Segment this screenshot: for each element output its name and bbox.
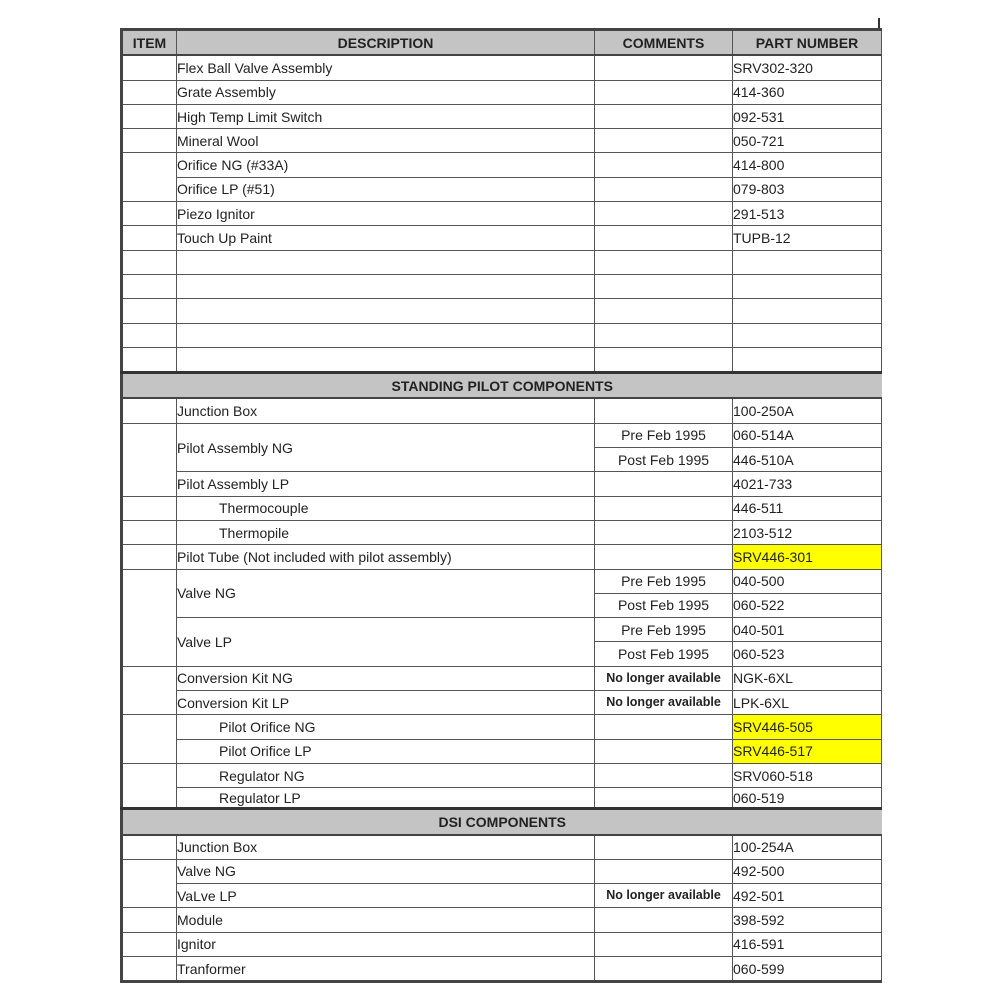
comments-cell: Post Feb 1995 [595, 642, 733, 666]
item-cell [122, 715, 177, 764]
item-cell [122, 274, 177, 298]
part-number-cell: 060-522 [733, 593, 882, 617]
part-number-cell: 414-360 [733, 80, 882, 104]
comments-cell [595, 545, 733, 569]
empty-row [122, 250, 882, 274]
comments-cell: Post Feb 1995 [595, 593, 733, 617]
empty-row [122, 347, 882, 372]
comments-cell: Pre Feb 1995 [595, 618, 733, 642]
item-cell [122, 496, 177, 520]
comments-cell [595, 299, 733, 323]
comments-cell [595, 788, 733, 809]
empty-row [122, 323, 882, 347]
table-row [122, 55, 882, 80]
table-row [122, 666, 882, 690]
comments-cell [595, 202, 733, 226]
comments-cell [595, 55, 733, 80]
table-row [122, 932, 882, 956]
item-cell [122, 104, 177, 128]
description-cell: Pilot Orifice NG [177, 715, 595, 739]
description-cell: Junction Box [177, 835, 595, 860]
table-row [122, 520, 882, 544]
description-cell: Grate Assembly [177, 80, 595, 104]
comments-cell [595, 80, 733, 104]
table-row [122, 956, 882, 981]
comments-cell [595, 908, 733, 932]
item-cell [122, 299, 177, 323]
comments-cell [595, 177, 733, 201]
item-cell [122, 666, 177, 715]
table-row [122, 177, 882, 201]
description-cell: Conversion Kit NG [177, 666, 595, 690]
comments-cell [595, 520, 733, 544]
part-number-cell: 2103-512 [733, 520, 882, 544]
description-cell: Touch Up Paint [177, 226, 595, 250]
part-number-cell: 100-250A [733, 398, 882, 423]
part-number-cell-highlighted: SRV446-505 [733, 715, 882, 739]
comments-cell [595, 763, 733, 787]
comments-cell [595, 153, 733, 177]
table-row [122, 472, 882, 496]
item-cell [122, 545, 177, 569]
description-cell: Pilot Tube (Not included with pilot assembly) [177, 545, 595, 569]
description-cell: Valve NG [177, 569, 595, 618]
part-number-cell: 060-514A [733, 423, 882, 447]
comments-cell [595, 859, 733, 883]
description-cell: VaLve LP [177, 884, 595, 908]
item-cell [122, 520, 177, 544]
description-cell: Orifice NG (#33A) [177, 153, 595, 177]
table-row [122, 763, 882, 787]
item-cell [122, 347, 177, 372]
table-row [122, 715, 882, 739]
description-cell: Module [177, 908, 595, 932]
part-number-cell: 492-501 [733, 884, 882, 908]
empty-row [122, 299, 882, 323]
description-cell: Junction Box [177, 398, 595, 423]
description-cell: Valve NG [177, 859, 595, 883]
header-item: ITEM [122, 30, 177, 56]
table-row [122, 80, 882, 104]
table-row [122, 104, 882, 128]
description-cell: Regulator NG [177, 763, 595, 787]
comments-cell [595, 323, 733, 347]
item-cell [122, 932, 177, 956]
part-number-cell: 100-254A [733, 835, 882, 860]
part-number-cell [733, 250, 882, 274]
item-cell [122, 202, 177, 226]
description-cell: Pilot Assembly NG [177, 423, 595, 472]
description-cell: Flex Ball Valve Assembly [177, 55, 595, 80]
part-number-cell: NGK-6XL [733, 666, 882, 690]
description-cell [177, 347, 595, 372]
table-row [122, 423, 882, 447]
part-number-cell: LPK-6XL [733, 691, 882, 715]
section-title: STANDING PILOT COMPONENTS [122, 373, 882, 399]
part-number-cell: 040-501 [733, 618, 882, 642]
description-cell: High Temp Limit Switch [177, 104, 595, 128]
part-number-cell: TUPB-12 [733, 226, 882, 250]
part-number-text: 060-519 [733, 790, 785, 807]
table-row [122, 129, 882, 153]
comments-cell: No longer available [595, 666, 733, 690]
item-cell [122, 835, 177, 860]
table-row [122, 739, 882, 763]
part-number-cell: 050-721 [733, 129, 882, 153]
comments-cell [595, 347, 733, 372]
table-row [122, 859, 882, 883]
comments-cell: No longer available [595, 691, 733, 715]
table-row [122, 226, 882, 250]
description-text: Regulator LP [219, 790, 301, 807]
part-number-cell: 092-531 [733, 104, 882, 128]
comments-cell: Pre Feb 1995 [595, 423, 733, 447]
part-number-cell: 492-500 [733, 859, 882, 883]
description-cell: Valve LP [177, 618, 595, 667]
part-number-cell: 414-800 [733, 153, 882, 177]
description-cell: Piezo Ignitor [177, 202, 595, 226]
table-row [122, 618, 882, 642]
table-row [122, 496, 882, 520]
description-cell: Mineral Wool [177, 129, 595, 153]
description-cell: Ignitor [177, 932, 595, 956]
header-description: DESCRIPTION [177, 30, 595, 56]
item-cell [122, 859, 177, 908]
item-cell [122, 423, 177, 496]
part-number-cell-highlighted: SRV446-517 [733, 739, 882, 763]
table-row [122, 908, 882, 932]
header-row [122, 30, 882, 56]
description-cell: Tranformer [177, 956, 595, 981]
part-number-cell: 060-599 [733, 956, 882, 981]
description-cell: Thermocouple [177, 496, 595, 520]
part-number-cell: 060-523 [733, 642, 882, 666]
description-cell: Thermopile [177, 520, 595, 544]
comments-cell [595, 835, 733, 860]
description-cell: Pilot Orifice LP [177, 739, 595, 763]
part-number-cell: 416-591 [733, 932, 882, 956]
table-row [122, 153, 882, 177]
section-header-standing-pilot [122, 373, 882, 399]
item-cell [122, 569, 177, 666]
comments-cell [595, 956, 733, 981]
part-number-cell: 4021-733 [733, 472, 882, 496]
part-number-cell-highlighted: SRV446-301 [733, 545, 882, 569]
table-row [122, 835, 882, 860]
part-number-cell: 446-510A [733, 448, 882, 472]
section-header-dsi [122, 809, 882, 835]
part-number-cell [733, 299, 882, 323]
part-number-cell [733, 788, 882, 809]
part-number-cell [733, 274, 882, 298]
part-number-cell: 040-500 [733, 569, 882, 593]
item-cell [122, 55, 177, 80]
description-cell [177, 323, 595, 347]
part-number-cell: SRV060-518 [733, 763, 882, 787]
description-cell [177, 788, 595, 809]
description-cell [177, 274, 595, 298]
table-row [122, 788, 882, 809]
table-row [122, 884, 882, 908]
description-cell: Conversion Kit LP [177, 691, 595, 715]
description-cell [177, 250, 595, 274]
comments-cell: Pre Feb 1995 [595, 569, 733, 593]
item-cell [122, 323, 177, 347]
item-cell [122, 956, 177, 981]
comments-cell [595, 250, 733, 274]
part-number-cell: 291-513 [733, 202, 882, 226]
header-part-number: PART NUMBER [733, 30, 882, 56]
comments-cell: No longer available [595, 884, 733, 908]
table-row [122, 545, 882, 569]
parts-table [120, 28, 882, 983]
part-number-cell [733, 323, 882, 347]
comments-cell [595, 932, 733, 956]
item-cell [122, 129, 177, 153]
table-row [122, 398, 882, 423]
table-row [122, 569, 882, 593]
item-cell [122, 763, 177, 808]
item-cell [122, 153, 177, 202]
comments-cell [595, 129, 733, 153]
section-title: DSI COMPONENTS [122, 809, 882, 835]
table-row [122, 202, 882, 226]
item-cell [122, 80, 177, 104]
description-cell: Pilot Assembly LP [177, 472, 595, 496]
comments-cell [595, 398, 733, 423]
comments-cell [595, 715, 733, 739]
comments-cell [595, 739, 733, 763]
comments-cell [595, 104, 733, 128]
comments-cell [595, 226, 733, 250]
empty-row [122, 274, 882, 298]
comments-cell [595, 472, 733, 496]
part-number-cell: 398-592 [733, 908, 882, 932]
part-number-cell [733, 347, 882, 372]
part-number-cell: 079-803 [733, 177, 882, 201]
item-cell [122, 250, 177, 274]
description-cell [177, 299, 595, 323]
header-comments: COMMENTS [595, 30, 733, 56]
description-cell: Orifice LP (#51) [177, 177, 595, 201]
table-row [122, 691, 882, 715]
comments-cell [595, 274, 733, 298]
item-cell [122, 908, 177, 932]
comments-cell: Post Feb 1995 [595, 448, 733, 472]
part-number-cell: SRV302-320 [733, 55, 882, 80]
item-cell [122, 226, 177, 250]
part-number-cell: 446-511 [733, 496, 882, 520]
item-cell [122, 398, 177, 423]
comments-cell [595, 496, 733, 520]
